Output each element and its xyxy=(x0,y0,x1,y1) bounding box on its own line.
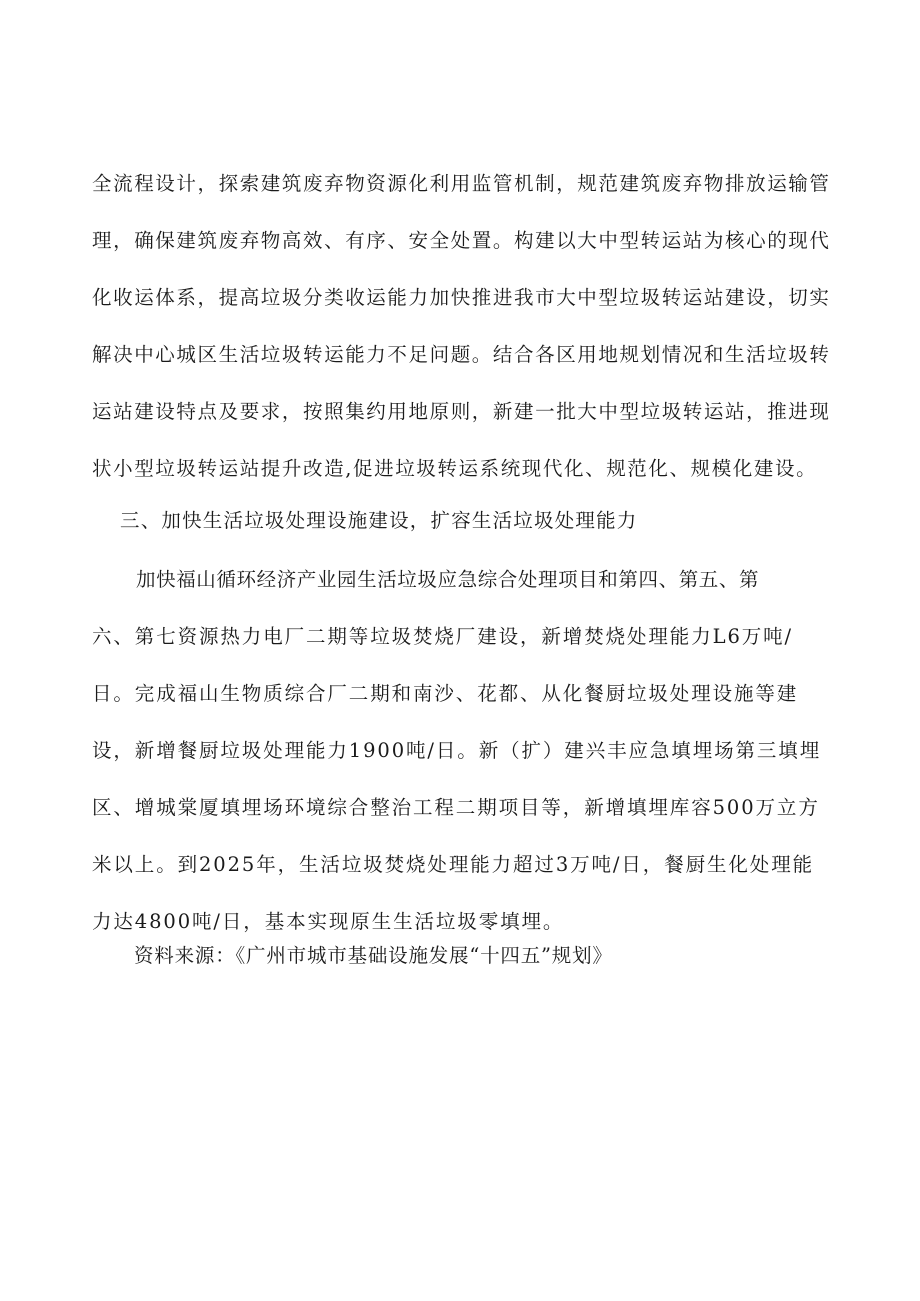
section-3-line-5: 区、增城棠厦填埋场环境综合整治工程二期项目等，新增填埋库容500万立方 xyxy=(92,796,820,819)
section-3-line-3: 日。完成福山生物质综合厂二期和南沙、花都、从化餐厨垃圾处理设施等建 xyxy=(92,682,799,705)
paragraph-1-line-5: 运站建设特点及要求，按照集约用地原则，新建一批大中型垃圾转运站，推进现 xyxy=(92,400,831,423)
paragraph-1-line-2: 理，确保建筑废弃物高效、有序、安全处置。构建以大中型转运站为核心的现代 xyxy=(92,229,831,252)
section-3-line-6: 米以上。到2025年，生活垃圾焚烧处理能力超过3万吨/日，餐厨生化处理能 xyxy=(92,853,815,876)
section-3-line-1: 加快福山循环经济产业园生活垃圾应急综合处理项目和第四、第五、第 xyxy=(136,568,760,591)
paragraph-1-line-3: 化收运体系，提高垃圾分类收运能力加快推进我市大中型垃圾转运站建设，切实 xyxy=(92,286,831,309)
section-3-heading: 三、加快生活垃圾处理设施建设，扩容生活垃圾处理能力 xyxy=(120,509,638,532)
paragraph-1-line-4: 解决中心城区生活垃圾转运能力不足问题。结合各区用地规划情况和生活垃圾转 xyxy=(92,343,831,366)
section-3-line-7: 力达4800吨/日，基本实现原生生活垃圾零填埋。 xyxy=(92,910,565,933)
paragraph-1-line-1: 全流程设计，探索建筑废弃物资源化利用监管机制，规范建筑废弃物排放运输管 xyxy=(92,172,831,195)
paragraph-1-line-6: 状小型垃圾转运站提升改造,促进垃圾转运系统现代化、规范化、规模化建设。 xyxy=(92,457,818,480)
section-3-line-4: 设，新增餐厨垃圾处理能力1900吨/日。新（扩）建兴丰应急填埋场第三填埋 xyxy=(92,739,822,762)
source-citation: 资料来源：《广州市城市基础设施发展“十四五”规划》 xyxy=(134,944,613,967)
section-3-line-2: 六、第七资源热力电厂二期等垃圾焚烧厂建设，新增焚烧处理能力L6万吨/ xyxy=(92,625,794,648)
